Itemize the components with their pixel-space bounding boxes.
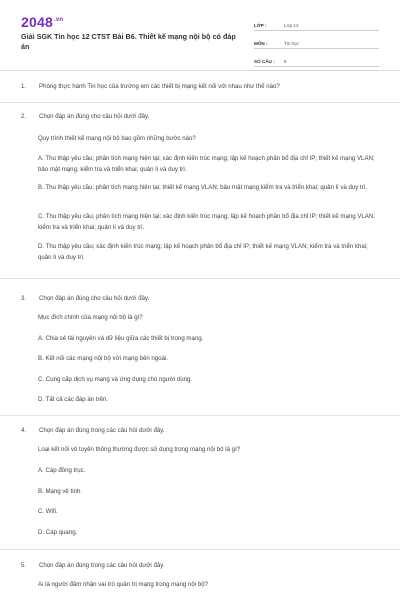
option-d[interactable]: D. Thu thập yêu cầu; xác định kiến trúc mạng; lập kế hoạch phân bổ địa chỉ IP; thiết kế mạng VLAN; kiểm tra và triển khai; quản lí và duy trì. (38, 243, 368, 261)
question-prompt: Ai là người đảm nhận vai trò quản trị mạng trong mạng nội bộ? (38, 581, 208, 588)
option-a[interactable]: A. Cáp đồng trục. (38, 467, 86, 474)
question-number: 5. (21, 562, 27, 569)
question-number: 2. (21, 113, 27, 120)
question-separator (0, 549, 400, 550)
question-prompt: Mục đích chính của mạng nội bộ là gì? (38, 314, 143, 321)
question-number: 3. (21, 295, 27, 302)
option-b[interactable]: B. Thu thập yêu cầu; phân tích mạng hiện tại; thiết kế mạng VLAN; bảo mật mạng kiểm tra và triển khai; quản lí và duy trì. (38, 184, 368, 191)
question-number: 1. (21, 83, 27, 90)
question-text: Chọn đáp án đúng cho câu hỏi dưới đây. (39, 113, 150, 120)
option-b[interactable]: B. Kết nối các mạng nội bộ với mạng bên ngoài. (38, 355, 169, 362)
meta-label: SỐ CÂU : (254, 59, 275, 64)
meta-value: Lớp 12 (284, 23, 299, 28)
meta-label: LỚP : (254, 23, 267, 28)
header-divider (0, 70, 400, 71)
question-prompt: Loại kết nối vô tuyến thông thường được sử dụng trong mạng nội bộ là gì? (38, 446, 241, 453)
meta-row-subject (254, 34, 379, 49)
option-b[interactable]: B. Mạng vệ tinh. (38, 488, 83, 495)
option-a[interactable]: A. Thu thập yêu cầu; phân tích mạng hiện tại; xác định kiến trúc mạng; lập kế hoạch phân bổ địa chỉ IP; thiết kế mạng VLAN; bảo mật mạng; kiểm tra và triển khai; quản lí và duy trì. (38, 155, 375, 173)
option-a[interactable]: A. Chia sẻ tài nguyên và dữ liệu giữa các thiết bị trong mạng. (38, 335, 204, 342)
question-text: Chọn đáp án đúng trong các câu hỏi dưới đây. (39, 562, 165, 569)
question-text: Chọn đáp án đúng cho câu hỏi dưới đây. (39, 295, 150, 302)
option-c[interactable]: C. Wifi. (38, 508, 58, 515)
question-number: 4. (21, 427, 27, 434)
question-4 (21, 426, 165, 435)
option-c[interactable]: C. Cung cấp dịch vụ mạng và ứng dụng cho người dùng. (38, 376, 193, 383)
meta-row-count (254, 52, 379, 67)
meta-value: Tin học (284, 41, 299, 46)
question-separator (0, 102, 400, 103)
question-3 (21, 294, 149, 303)
question-2 (21, 112, 149, 121)
option-d[interactable]: D. Tất cả các đáp án trên. (38, 396, 109, 403)
meta-label: MÔN : (254, 41, 268, 46)
option-c[interactable]: C. Thu thập yêu cầu; phân tích mạng hiện tại; xác định kiến trúc mạng; lập kế hoạch phân bổ địa chỉ IP; thiết kế mạng VLAN; kiểm tra và triển khai; quản lí và duy trì. (38, 213, 375, 231)
question-text: Phòng thực hành Tin học của trường em các thiết bị mạng kết nối với nhau như thế nào? (39, 83, 280, 90)
document-header (0, 0, 400, 70)
question-5 (21, 561, 165, 570)
document-title: Giải SGK Tin học 12 CTST Bài B6. Thiết kế mạng nội bộ có đáp án (21, 32, 236, 51)
question-separator (0, 415, 400, 416)
question-separator (0, 278, 400, 279)
question-text: Chọn đáp án đúng trong các câu hỏi dưới đây. (39, 427, 165, 434)
question-prompt: Quy trình thiết kế mạng nội bộ bao gồm những bước nào? (38, 135, 196, 142)
question-1 (21, 82, 280, 91)
meta-row-class (254, 16, 379, 31)
option-d[interactable]: D. Cáp quang. (38, 529, 78, 536)
document-meta (254, 16, 379, 70)
meta-value: 6 (284, 59, 287, 64)
site-logo[interactable]: $2048^{.vn}$ (21, 14, 64, 30)
